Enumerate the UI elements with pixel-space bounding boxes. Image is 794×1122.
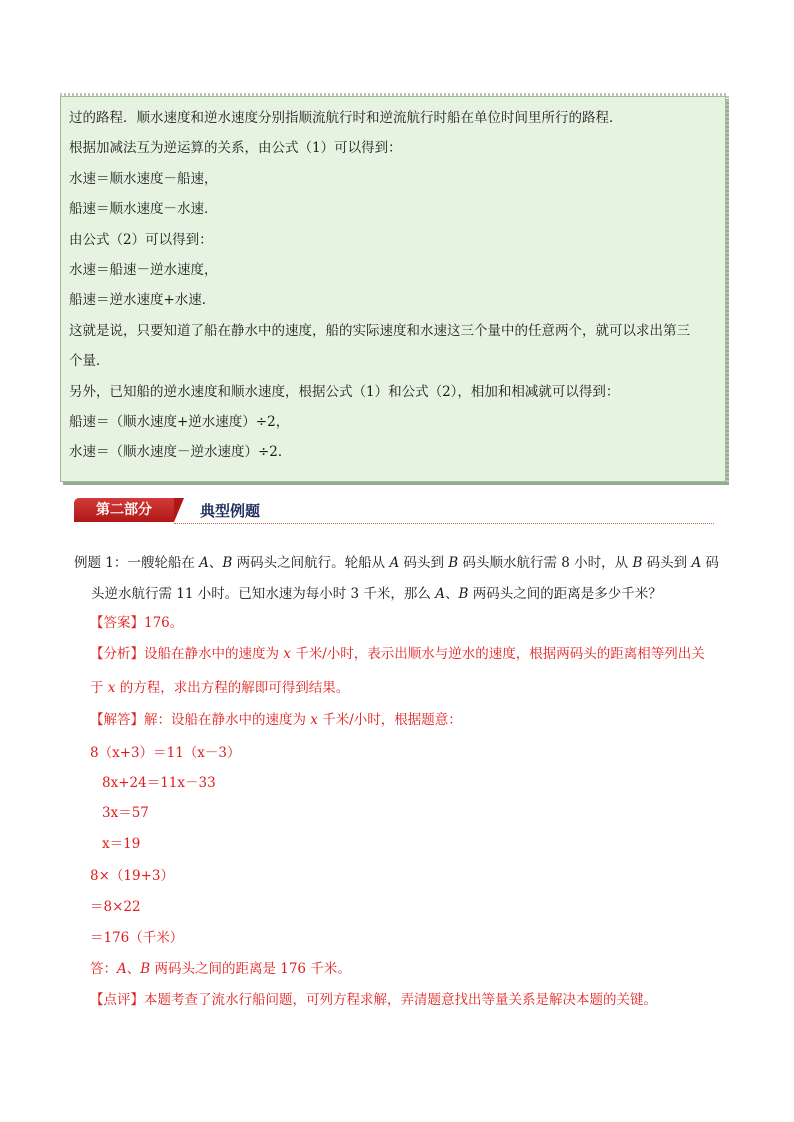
question-text: 两码头之间的距离是多少千米？ bbox=[468, 585, 662, 602]
var-x: x bbox=[283, 646, 291, 662]
analysis-text: 千米/小时，表示出顺水与逆水的速度，根据两码头的距离相等列出关 bbox=[290, 646, 705, 662]
section-tab-wedge bbox=[174, 498, 184, 522]
equation-7: ＝176（千米） bbox=[90, 930, 184, 946]
intro-line: 由公式（2）可以得到： bbox=[69, 231, 213, 248]
question-text: 例题 1：一艘轮船在 bbox=[74, 555, 200, 571]
question-line-2 bbox=[74, 579, 714, 610]
question bbox=[74, 548, 720, 610]
intro-line: 船速＝逆水速度+水速． bbox=[69, 292, 216, 309]
solution-text: 【解答】解：设船在静水中的速度为 bbox=[90, 712, 311, 728]
equation-1: 8（x+3）＝11（x－3） bbox=[90, 745, 241, 761]
answer: 【答案】176。 bbox=[90, 615, 184, 631]
question-line-1 bbox=[74, 548, 720, 579]
equation-4: x＝19 bbox=[102, 836, 141, 852]
section-title: 典型例题 bbox=[200, 502, 261, 520]
question-text: 码头到 bbox=[642, 555, 692, 571]
intro-line: 这就是说，只要知道了船在静水中的速度，船的实际速度和水速这三个量中的任意两个，就可以求出第三 bbox=[69, 322, 690, 339]
reply-text: 两码头之间的距离是 176 千米。 bbox=[150, 961, 351, 977]
section-header bbox=[74, 498, 714, 526]
var-a: A bbox=[691, 555, 702, 571]
var-b: B bbox=[222, 555, 233, 571]
intro-line: 过的路程．顺水速度和逆水速度分别指顺流航行时和逆流航行时船在单位时间里所行的路程． bbox=[69, 110, 623, 126]
analysis-line-1 bbox=[90, 642, 705, 662]
var-x: x bbox=[107, 680, 116, 696]
var-b: B bbox=[632, 555, 643, 571]
var-b: B bbox=[448, 555, 459, 571]
var-a: A bbox=[117, 961, 127, 977]
var-b: B bbox=[140, 961, 151, 977]
analysis-text: 的方程，求出方程的解即可得到结果。 bbox=[115, 680, 350, 696]
question-text: 头逆水航行需 11 小时。已知水速为每小时 3 千米，那么 bbox=[91, 585, 436, 602]
question-text: 码头顺水航行需 8 小时，从 bbox=[458, 555, 633, 571]
section-divider bbox=[174, 523, 714, 524]
section-tab: 第二部分 bbox=[74, 498, 174, 522]
solution-text: 千米/小时，根据题意： bbox=[317, 712, 462, 728]
comment: 【点评】本题考查了流水行船问题，可列方程求解，弄清题意找出等量关系是解决本题的关键。 bbox=[90, 992, 657, 1008]
equation-5: 8×（19+3） bbox=[90, 868, 174, 884]
analysis-text: 于 bbox=[90, 680, 108, 696]
equation-6: ＝8×22 bbox=[90, 899, 141, 915]
intro-line: 个量． bbox=[69, 353, 110, 370]
intro-line: 水速＝（顺水速度－逆水速度）÷2． bbox=[69, 444, 292, 461]
var-a: A bbox=[435, 585, 445, 602]
solution-line bbox=[90, 708, 462, 728]
analysis-text: 【分析】设船在静水中的速度为 bbox=[90, 646, 284, 662]
intro-line: 另外，已知船的逆水速度和顺水速度，根据公式（1）和公式（2），相加和相减就可以得到： bbox=[69, 383, 620, 400]
example-1 bbox=[74, 548, 720, 610]
var-b: B bbox=[458, 585, 469, 602]
reply-text: 答： bbox=[90, 961, 117, 977]
analysis-line-2 bbox=[90, 676, 349, 696]
equation-2: 8x+24＝11x－33 bbox=[102, 775, 216, 791]
reply-line bbox=[90, 957, 351, 977]
intro-line: 船速＝（顺水速度+逆水速度）÷2， bbox=[69, 414, 290, 431]
var-a: A bbox=[199, 555, 209, 571]
intro-line: 根据加减法互为逆运算的关系，由公式（1）可以得到： bbox=[69, 140, 402, 157]
question-text: 、 bbox=[208, 555, 223, 571]
intro-line: 船速＝顺水速度－水速． bbox=[69, 201, 218, 218]
question-text: 码头到 bbox=[399, 555, 449, 571]
equation-3: 3x＝57 bbox=[102, 805, 149, 821]
question-text: 、 bbox=[444, 585, 459, 602]
question-text: 码 bbox=[701, 555, 720, 571]
question-text: 两码头之间航行。轮船从 bbox=[232, 555, 390, 571]
intro-text bbox=[69, 103, 717, 468]
reply-text: 、 bbox=[126, 961, 141, 977]
intro-box bbox=[60, 96, 726, 482]
var-x: x bbox=[310, 712, 318, 728]
var-a: A bbox=[389, 555, 400, 571]
intro-line: 水速＝船速－逆水速度， bbox=[69, 262, 218, 279]
intro-line: 水速＝顺水速度－船速， bbox=[69, 170, 218, 187]
